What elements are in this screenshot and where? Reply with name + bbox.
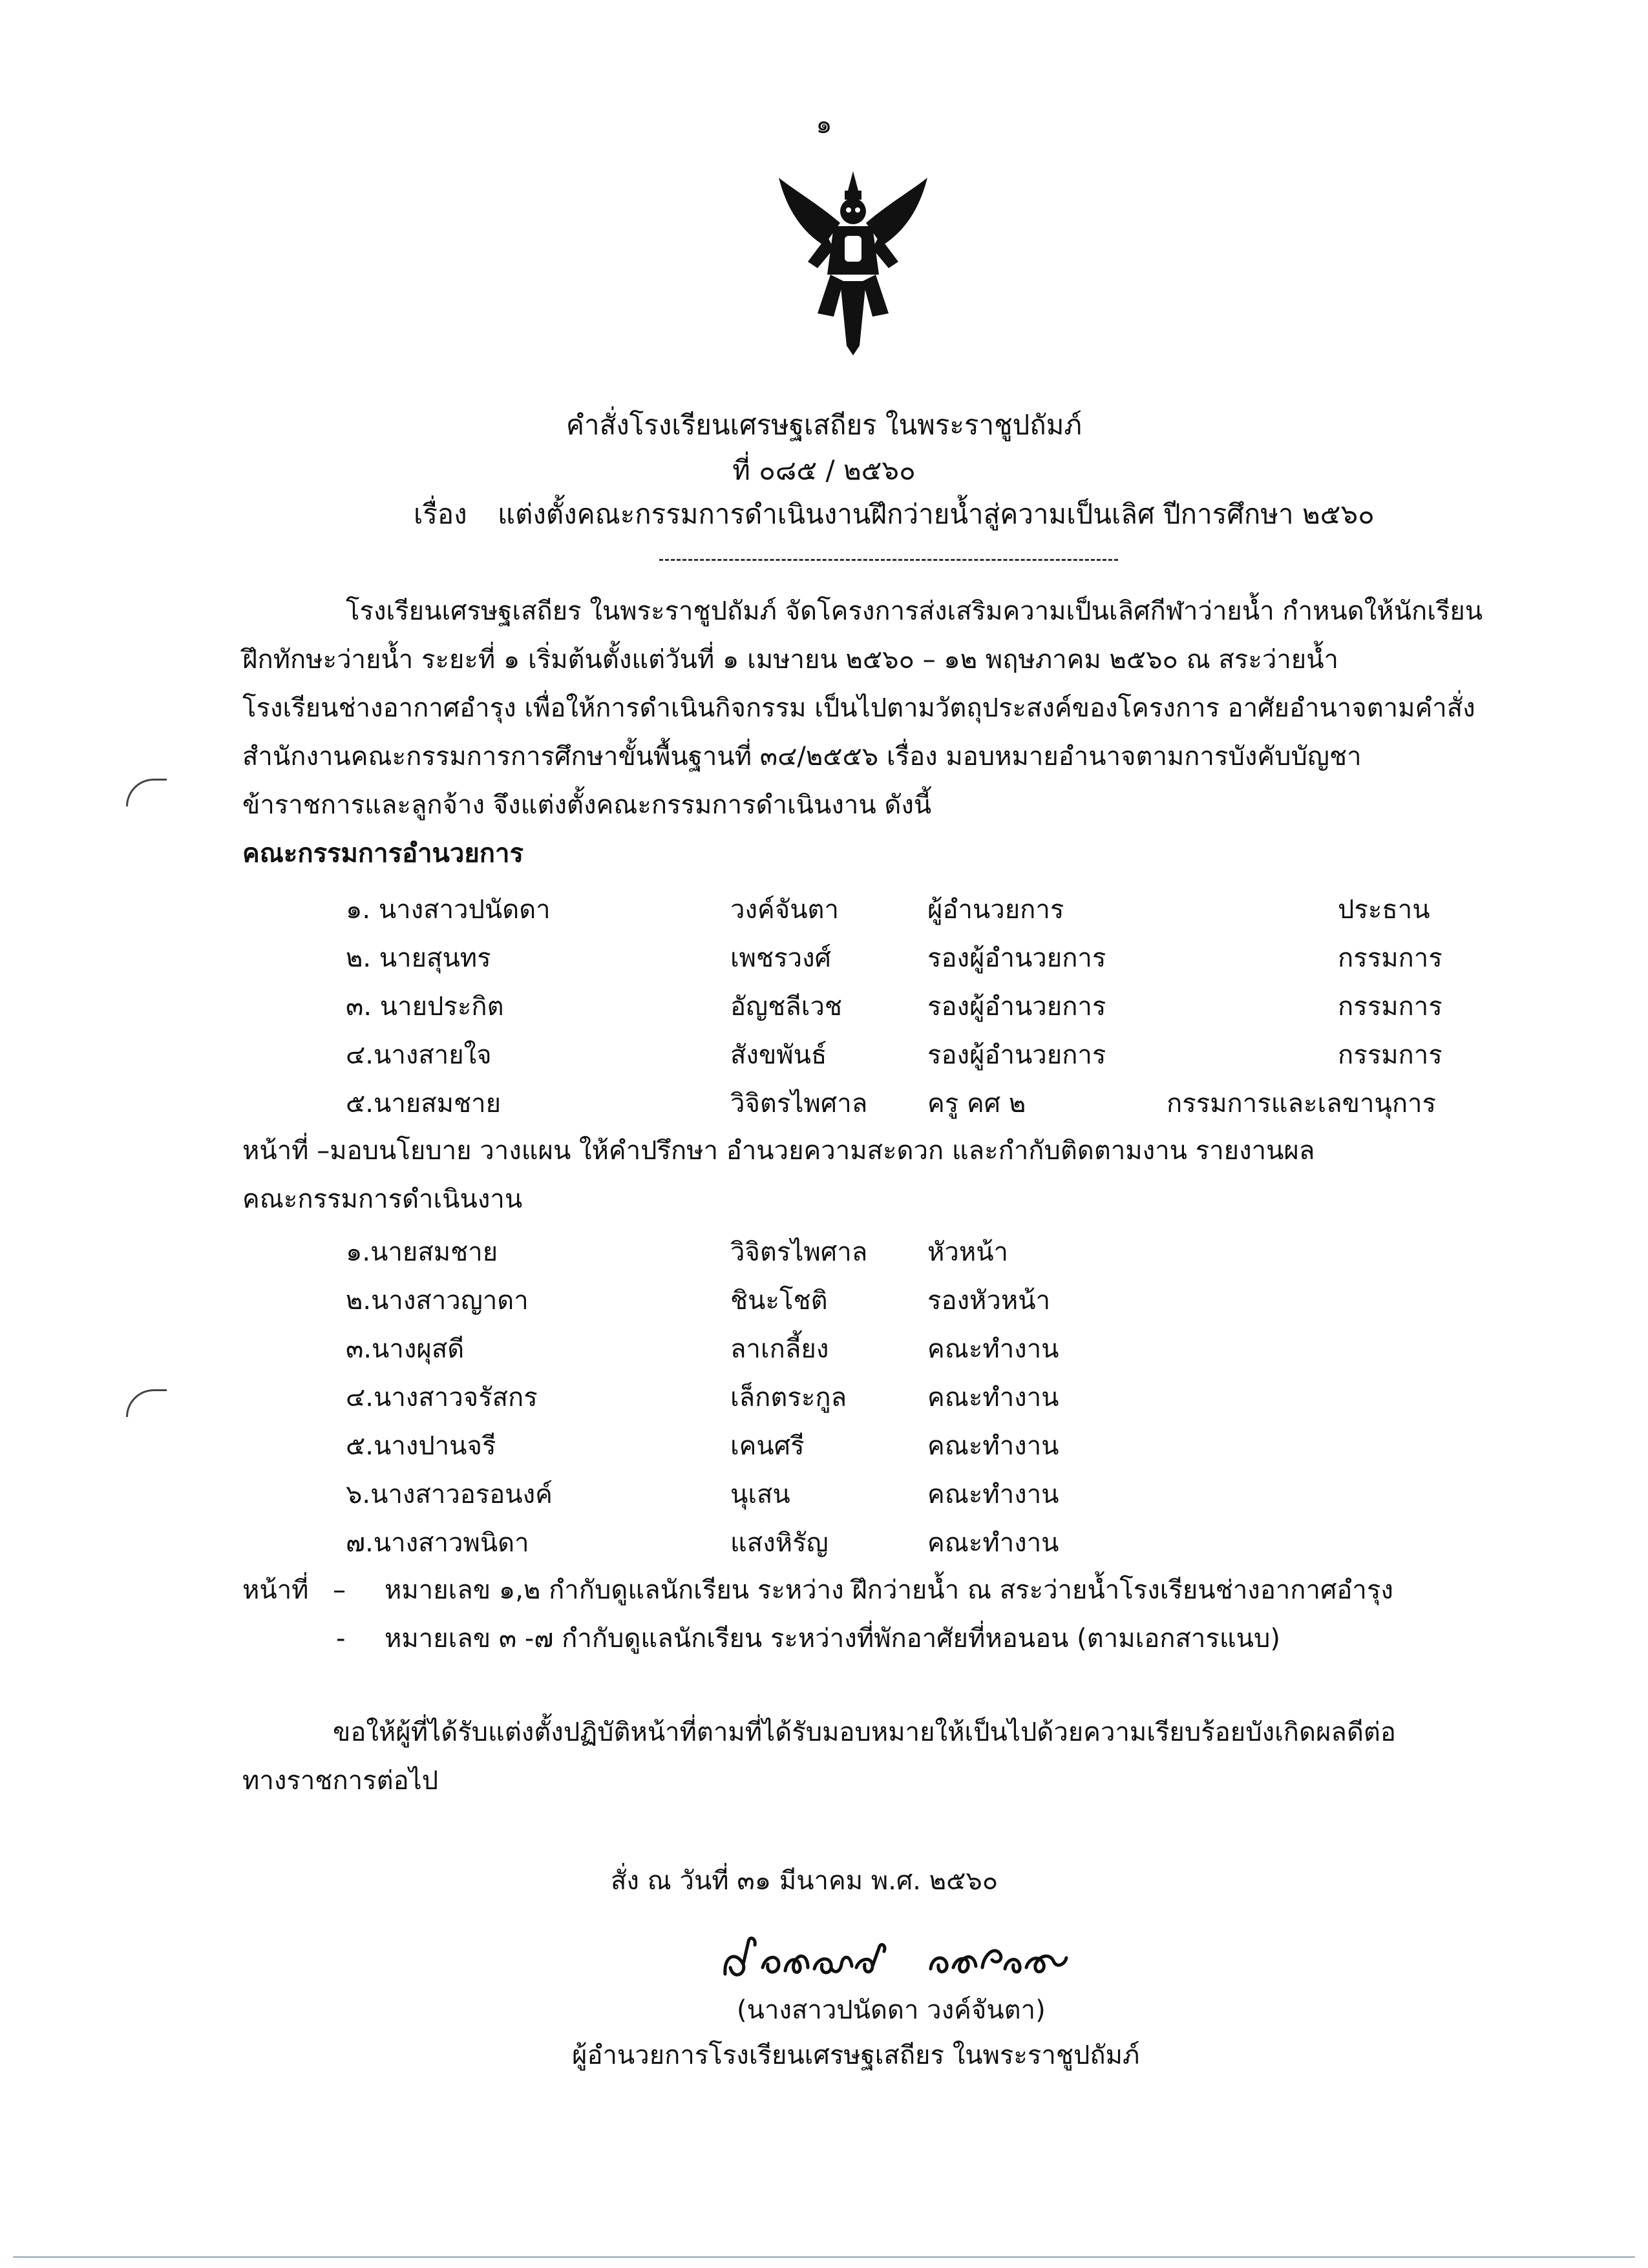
member-role: คณะทำงาน xyxy=(927,1480,1059,1509)
member-name: ๓.นางผุสดี xyxy=(346,1334,465,1364)
page-number: ๑ xyxy=(816,110,832,140)
operating-member-row xyxy=(0,1425,1648,1464)
operating-member-row xyxy=(0,1473,1648,1512)
member-name: ๑. นางสาวปนัดดา xyxy=(346,895,551,925)
member-surname: อัญชลีเวช xyxy=(730,992,843,1022)
member-name: ๕.นายสมชาย xyxy=(346,1089,502,1118)
member-name: ๓. นายประกิต xyxy=(346,992,504,1022)
member-surname: เคนศรี xyxy=(730,1431,805,1461)
operating-member-row xyxy=(0,1376,1648,1415)
intro-line: ฝึกทักษะว่ายน้ำ ระยะที่ ๑ เริ่มต้นตั้งแต่วันที่ ๑ เมษายน ๒๕๖๐ – ๑๒ พฤษภาคม ๒๕๖๐ ณ สระว่ายน้ำ xyxy=(242,645,1339,675)
member-role: คณะทำงาน xyxy=(927,1528,1059,1558)
member-surname: วงค์จันตา xyxy=(730,895,839,925)
member-surname: เล็กตระกูล xyxy=(730,1383,847,1412)
order-title: คำสั่งโรงเรียนเศรษฐเสถียร ในพระราชูปถัมภ์ xyxy=(565,409,1083,441)
operating-member-row xyxy=(0,1279,1648,1318)
admin-member-row xyxy=(0,937,1648,976)
intro-line: สำนักงานคณะกรรมการการศึกษาขั้นพื้นฐานที่ ๓๔/๒๕๕๖ เรื่อง มอบหมายอำนาจตามการบังคับบัญชา xyxy=(242,742,1362,772)
member-surname: วิจิตรไพศาล xyxy=(730,1089,868,1118)
member-name: ๔.นางสาวจรัสกร xyxy=(346,1383,538,1412)
member-role: รองหัวหน้า xyxy=(927,1286,1051,1316)
admin-member-row xyxy=(0,1082,1648,1121)
signer-title: ผู้อำนวยการโรงเรียนเศรษฐเสถียร ในพระราชูปถัมภ์ xyxy=(572,2041,1140,2070)
member-position: รองผู้อำนวยการ xyxy=(927,1040,1106,1070)
member-position: ครู คศ ๒ xyxy=(927,1089,1026,1118)
order-number: ที่ ๐๘๕ / ๒๕๖๐ xyxy=(732,454,916,486)
intro-line: โรงเรียนช่างอากาศอำรุง เพื่อให้การดำเนินกิจกรรม เป็นไปตามวัตถุประสงค์ของโครงการ อาศัยอำนาจตามคำสั่ง xyxy=(242,693,1475,723)
member-role: กรรมการและเลขานุการ xyxy=(1167,1089,1436,1118)
operating-member-row xyxy=(0,1328,1648,1367)
member-surname: นุเสน xyxy=(730,1480,790,1509)
closing-line: ขอให้ผู้ที่ได้รับแต่งตั้งปฏิบัติหน้าที่ตามที่ได้รับมอบหมายให้เป็นไปด้วยความเรียบร้อยบังเกิดผลดีต่อ xyxy=(333,1717,1396,1747)
member-role: คณะทำงาน xyxy=(927,1383,1059,1412)
member-name: ๒.นางสาวญาดา xyxy=(346,1286,529,1316)
punch-hole-mark xyxy=(126,779,167,806)
admin-committee-heading: คณะกรรมการอำนวยการ xyxy=(242,839,523,868)
operating-duty-label: หน้าที่ xyxy=(242,1575,309,1605)
intro-line: โรงเรียนเศรษฐเสถียร ในพระราชูปถัมภ์ จัดโครงการส่งเสริมความเป็นเลิศกีฬาว่ายน้ำ กำหนดให้นักเรียน xyxy=(346,596,1483,626)
member-role: ประธาน xyxy=(1338,895,1430,925)
signer-printed-name: (นางสาวปนัดดา วงค์จันตา) xyxy=(737,1995,1046,2025)
member-name: ๕.นางปานจรี xyxy=(346,1431,496,1461)
member-role: หัวหน้า xyxy=(927,1237,1008,1267)
member-name: ๖.นางสาวอรอนงค์ xyxy=(346,1480,553,1509)
member-name: ๑.นายสมชาย xyxy=(346,1237,498,1267)
admin-member-row xyxy=(0,985,1648,1024)
admin-member-row xyxy=(0,888,1648,927)
operating-member-row xyxy=(0,1231,1648,1270)
member-role: กรรมการ xyxy=(1338,943,1442,973)
member-surname: แสงหิรัญ xyxy=(730,1528,829,1558)
member-name: ๗.นางสาวพนิดา xyxy=(346,1528,529,1558)
order-subject: แต่งตั้งคณะกรรมการดำเนินงานฝึกว่ายน้ำสู่ความเป็นเลิศ ปีการศึกษา ๒๕๖๐ xyxy=(498,498,1375,530)
member-role: กรรมการ xyxy=(1338,992,1442,1022)
closing-line: ทางราชการต่อไป xyxy=(242,1766,439,1796)
garuda-emblem-icon xyxy=(772,165,934,359)
operating-committee-heading: คณะกรรมการดำเนินงาน xyxy=(242,1184,523,1214)
admin-member-row xyxy=(0,1034,1648,1073)
member-role: คณะทำงาน xyxy=(927,1334,1059,1364)
handwritten-signature xyxy=(717,1929,1131,1987)
member-surname: สังขพันธ์ xyxy=(730,1040,827,1070)
intro-line: ข้าราชการและลูกจ้าง จึงแต่งตั้งคณะกรรมการดำเนินงาน ดังนี้ xyxy=(242,790,932,820)
admin-committee-duty: หน้าที่ –มอบนโยบาย วางแผน ให้คำปรึกษา อำนวยความสะดวก และกำกับติดตามงาน รายงานผล xyxy=(242,1136,1315,1166)
member-surname: ลาเกลี้ยง xyxy=(730,1334,829,1364)
operating-duty-dash: - xyxy=(336,1624,346,1654)
operating-duty-2: หมายเลข ๓ -๗ กำกับดูแลนักเรียน ระหว่างที่พักอาศัยที่หอนอน (ตามเอกสารแนบ) xyxy=(385,1624,1280,1654)
member-role: กรรมการ xyxy=(1338,1040,1442,1070)
member-name: ๔.นางสายใจ xyxy=(346,1040,492,1070)
bottom-edge-line xyxy=(13,2256,1635,2258)
operating-member-row xyxy=(0,1522,1648,1560)
member-surname: วิจิตรไพศาล xyxy=(730,1237,868,1267)
member-role: คณะทำงาน xyxy=(927,1431,1059,1461)
member-position: รองผู้อำนวยการ xyxy=(927,943,1106,973)
ordered-date: สั่ง ณ วันที่ ๓๑ มีนาคม พ.ศ. ๒๕๖๐ xyxy=(611,1866,998,1896)
separator-line xyxy=(659,559,1118,561)
member-name: ๒. นายสุนทร xyxy=(346,943,491,973)
operating-duty-1: หมายเลข ๑,๒ กำกับดูแลนักเรียน ระหว่าง ฝึกว่ายน้ำ ณ สระว่ายน้ำโรงเรียนช่างอากาศอำรุง xyxy=(385,1575,1393,1605)
member-surname: ชินะโชติ xyxy=(730,1286,828,1316)
member-position: รองผู้อำนวยการ xyxy=(927,992,1106,1022)
member-surname: เพชรวงศ์ xyxy=(730,943,832,973)
subject-label: เรื่อง xyxy=(414,498,467,530)
member-position: ผู้อำนวยการ xyxy=(927,895,1064,925)
operating-duty-dash: – xyxy=(333,1575,346,1605)
